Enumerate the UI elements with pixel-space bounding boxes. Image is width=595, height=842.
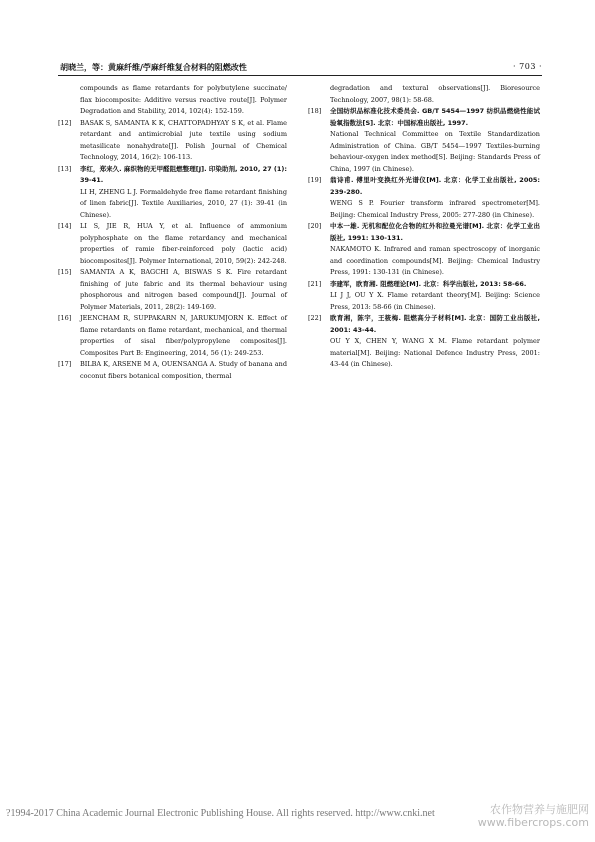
reference-text: JEENCHAM R, SUPPAKARN N, JARUKUMJORN K. Effect of flame retardants on flame retardant, mechanical, and thermal properties of sisal fiber/polypropylene composites[J]. Composites Part B: Engineering, 2014, 56 (1): 249-253. — [80, 314, 287, 357]
reference-text: BASAK S, SAMANTA K K, CHATTOPADHYAY S K, et al. Flame retardant and antimicrobial jute textile using sodium metasilicate nonahydrate[J]. Polish Journal of Chemical Technology, 2014, 16(2): 106-113. — [80, 118, 287, 161]
reference-entry — [58, 221, 287, 267]
reference-text: 欧育湘，陈宇，王筱梅. 阻燃高分子材料[M]. 北京：国防工业出版社, 2001: 43-44. — [330, 314, 540, 334]
reference-entry — [308, 221, 540, 279]
reference-entry — [308, 279, 540, 314]
reference-entry — [58, 267, 287, 313]
reference-text: SAMANTA A K, BAGCHI A, BISWAS S K. Fire retardant finishing of jute fabric and its thermal behaviour using phosphorous and nitrogen based compound[J]. Journal of Polymer Materials, 2011, 28(2): 149-169. — [80, 268, 287, 311]
reference-english-translation: National Technical Committee on Textile Standardization Administration of China. GB/T 5454—1997 Textiles-burning behaviour-oxygen index method[S]. Beijing: Standards Press of China, 1997 (in Chinese). — [330, 130, 540, 173]
reference-text: degradation and textural observations[J]. Bioresource Technology, 2007, 98(1): 58-68. — [330, 84, 540, 104]
reference-number: [18] — [308, 107, 322, 115]
running-header-title: 胡晓兰，等：黄麻纤维/苧麻纤维复合材料的阻燃改性 — [60, 62, 247, 72]
reference-entry — [308, 175, 540, 221]
copyright-footer: ?1994-2017 China Academic Journal Electronic Publishing House. All rights reserved. http://www.cnki.net — [6, 808, 435, 819]
reference-text: 李红，郑来久. 麻织物的无甲醛阻燃整理[J]. 印染助剂, 2010, 27 (1): 39-41. — [80, 164, 287, 184]
reference-entry — [58, 359, 287, 382]
reference-number: [21] — [308, 279, 322, 288]
reference-number: [17] — [58, 360, 72, 368]
reference-text: 翁诗甫. 傅里叶变换红外光谱仪[M]. 北京：化学工业出版社, 2005: 239-280. — [330, 176, 540, 196]
reference-text: LI S, JIE R, HUA Y, et al. Influence of ammonium polyphosphate on the flame retardancy and mechanical properties of ramie fiber-reinforced poly (lactic acid) biocomposites[J]. Polymer International, 2010, 59(2): 242-248. — [80, 222, 287, 265]
reference-text: compounds as flame retardants for polybutylene succinate/ flax biocomposite: Additive versus reactive route[J]. Polymer Degradation and Stability, 2014, 102(4): 152-159. — [80, 84, 287, 115]
reference-entry — [58, 118, 287, 164]
reference-entry — [308, 106, 540, 175]
reference-number: [20] — [308, 222, 322, 230]
reference-text: 全国纺织品标准化技术委员会. GB/T 5454—1997 纺织品燃烧性能试验氧指数法[S]. 北京：中国标准出版社, 1997. — [330, 107, 540, 127]
reference-entry — [58, 313, 287, 359]
reference-text: BILBA K, ARSENE M A, OUENSANGA A. Study of banana and coconut fibers botanical composition, thermal — [80, 360, 287, 380]
reference-number: [19] — [308, 176, 322, 184]
page-number: · 703 · — [513, 62, 542, 71]
reference-entry — [308, 83, 540, 106]
references-right-column — [308, 83, 540, 371]
watermark-url: www.fibercrops.com — [477, 816, 589, 829]
reference-english-translation: LI J J, OU Y X. Flame retardant theory[M]. Beijing: Science Press, 2013: 58-66 (in Chinese). — [330, 291, 540, 311]
reference-english-translation: WENG S P. Fourier transform infrared spectrometer[M]. Beijing: Chemical Industry Press, 2005: 277-280 (in Chinese). — [330, 199, 540, 219]
reference-number: [13] — [58, 164, 72, 173]
reference-text: 中本一雄. 无机和配位化合物的红外和拉曼光谱[M]. 北京：化学工业出版社, 1991: 130-131. — [330, 222, 540, 242]
reference-english-translation: OU Y X, CHEN Y, WANG X M. Flame retardant polymer material[M]. Beijing: National Defence Industry Press, 2001: 43-44 (in Chinese). — [330, 337, 540, 368]
reference-number: [12] — [58, 118, 72, 127]
reference-english-translation: LI H, ZHENG L J. Formaldehyde free flame retardant finishing of linen fabric[J]. Textile Auxiliaries, 2010, 27 (1): 39-41 (in Chinese). — [80, 187, 287, 219]
header-rule — [58, 75, 542, 76]
references-left-column — [58, 83, 287, 382]
reference-entry — [308, 313, 540, 371]
watermark-name: 农作物营养与施肥网 — [490, 803, 589, 816]
reference-entry — [58, 83, 287, 118]
reference-number: [16] — [58, 314, 72, 322]
reference-english-translation: NAKAMOTO K. Infrared and raman spectroscopy of inorganic and coordination compounds[M]. Beijing: Chemical Industry Press, 1991: 130-131 (in Chinese). — [330, 245, 540, 276]
reference-number: [15] — [58, 268, 72, 276]
reference-number: [22] — [308, 314, 322, 322]
reference-entry — [58, 164, 287, 222]
reference-text: 李建军，欧育湘. 阻燃理论[M]. 北京：科学出版社, 2013: 58-66. — [330, 279, 527, 288]
reference-number: [14] — [58, 222, 72, 230]
site-watermark — [478, 803, 589, 829]
